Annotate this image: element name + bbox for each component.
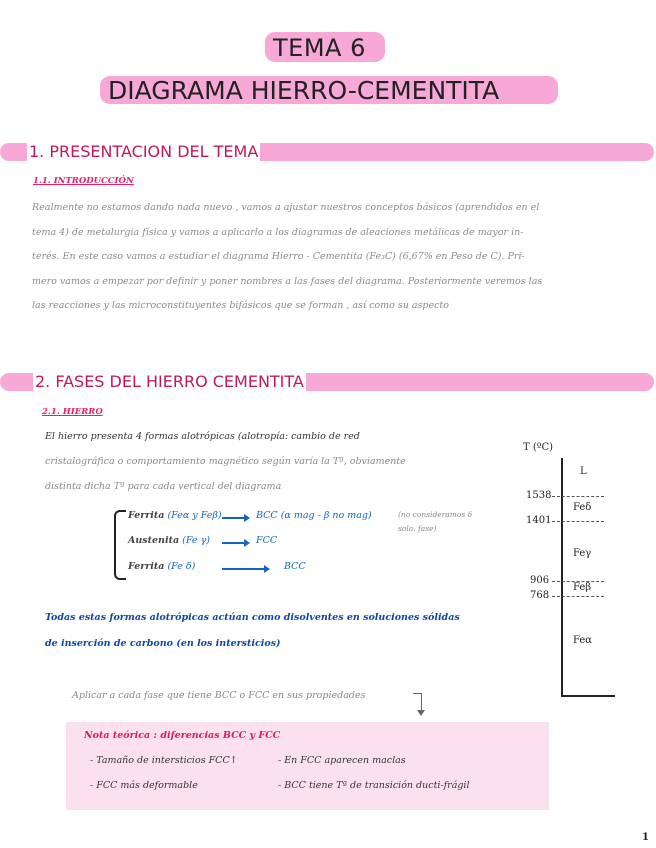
form-row bbox=[128, 561, 195, 572]
section-1-title: 1. PRESENTACION DEL TEMA bbox=[29, 142, 259, 161]
diagram-dash-768 bbox=[552, 596, 604, 597]
diagram-dash-1401 bbox=[552, 521, 604, 522]
page-number: 1 bbox=[642, 832, 649, 843]
paragraph-line: tema 4) de metalurgia física y vamos a aplicarlo a los diagramas de aleaciones metálicas de mayor in- bbox=[32, 226, 524, 238]
arrow bbox=[222, 517, 246, 519]
tick-label: 1538 bbox=[526, 490, 552, 501]
apply-text: Aplicar a cada fase que tiene BCC o FCC en sus propiedades bbox=[72, 690, 366, 701]
phase-label: L bbox=[580, 466, 587, 477]
forms-note: (no consideramos δ sola. fase) bbox=[398, 510, 473, 533]
form-name: Austenita bbox=[128, 535, 180, 546]
brace bbox=[114, 510, 126, 580]
form-structure: FCC bbox=[256, 535, 278, 546]
intro-line: distinta dicha Tª para cada vertical del diagrama bbox=[45, 481, 282, 492]
arrow-head bbox=[244, 539, 250, 547]
section-1-paragraph bbox=[32, 196, 642, 319]
diagram-dash-1538 bbox=[552, 496, 604, 497]
diagram-axis bbox=[561, 458, 563, 696]
form-name: Ferrita bbox=[128, 510, 165, 521]
tick-label: 768 bbox=[530, 590, 550, 601]
paragraph-line: terés. En este caso vamos a estudiar el diagrama Hierro - Cementita (Fe₃C) (6,67% en Peso de C). Pri- bbox=[32, 251, 525, 262]
tick-label: 1401 bbox=[526, 515, 552, 526]
phase-label: Feβ bbox=[573, 582, 592, 593]
phase-label: Feα bbox=[573, 635, 593, 646]
diagram-axis-label: T (ºC) bbox=[523, 442, 554, 453]
paragraph-line: Realmente no estamos dando nada nuevo , vamos a ajustar nuestros conceptos básicos (aprendidos en el bbox=[32, 202, 540, 213]
solvent-line: de inserción de carbono (en los intersticios) bbox=[45, 638, 281, 649]
form-phase: (Fe γ) bbox=[182, 535, 210, 546]
note-item: - BCC tiene Tª de transición ducti-frágil bbox=[278, 780, 470, 791]
form-structure: BCC bbox=[256, 510, 278, 521]
note-item: - FCC más deformable bbox=[90, 780, 198, 791]
diagram-baseline bbox=[561, 695, 615, 697]
paragraph-line: las reacciones y las microconstituyentes bifásicos que se forman , así como su aspecto bbox=[32, 300, 449, 311]
down-arrow-head-icon bbox=[417, 710, 425, 716]
arrow bbox=[222, 542, 246, 544]
intro-line: El hierro presenta 4 formas alotrópicas (alotropía: cambio de red bbox=[45, 431, 360, 442]
page-subtitle: DIAGRAMA HIERRO-CEMENTITA bbox=[108, 76, 500, 105]
note-item: - Tamaño de intersticios FCC↑ bbox=[90, 755, 238, 766]
page-title: TEMA 6 bbox=[273, 34, 366, 62]
form-phase: (Fe δ) bbox=[167, 561, 196, 572]
subsection-2-1: 2.1. HIERRO bbox=[42, 407, 103, 417]
intro-line: cristalográfica o comportamiento magnético según varía la Tª, obviamente bbox=[45, 456, 406, 467]
phase-label: Feδ bbox=[573, 502, 592, 513]
section-2-title: 2. FASES DEL HIERRO CEMENTITA bbox=[35, 372, 304, 391]
form-phase: (Feα y Feβ) bbox=[167, 510, 222, 521]
arrow-head bbox=[244, 514, 250, 522]
form-name: Ferrita bbox=[128, 561, 165, 572]
phase-label: Feγ bbox=[573, 548, 592, 559]
paragraph-line: mero vamos a empezar por definir y poner nombres a las fases del diagrama. Posteriormente veremos las bbox=[32, 275, 543, 287]
subsection-1-1: 1.1. INTRODUCCIÓN bbox=[33, 176, 134, 186]
arrow-head bbox=[264, 565, 270, 573]
title-highlight bbox=[265, 32, 385, 62]
form-row bbox=[128, 535, 210, 546]
note-item: - En FCC aparecen maclas bbox=[278, 755, 406, 766]
solvent-line: Todas estas formas alotrópicas actúan como disolventes en soluciones sólidas bbox=[45, 612, 460, 623]
arrow bbox=[222, 568, 266, 570]
tick-label: 906 bbox=[530, 575, 550, 586]
form-extra: (α mag - β no mag) bbox=[280, 510, 372, 521]
subtitle-highlight bbox=[100, 76, 558, 104]
note-title: Nota teórica : diferencias BCC y FCC bbox=[84, 730, 281, 741]
form-row bbox=[128, 510, 222, 521]
form-structure: BCC bbox=[284, 561, 306, 572]
form-row-right bbox=[256, 510, 372, 521]
